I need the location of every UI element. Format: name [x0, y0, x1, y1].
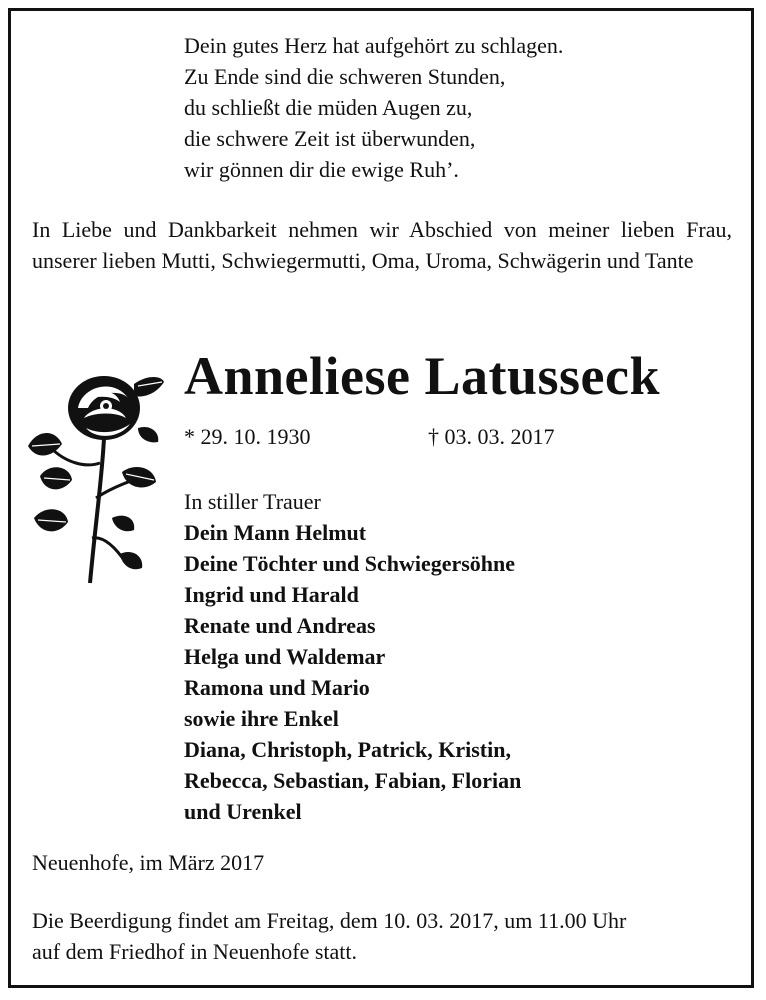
place-date: Neuenhofe, im März 2017: [32, 850, 265, 875]
poem-line: Dein gutes Herz hat aufgehört zu schlagen.: [184, 33, 564, 58]
poem: [184, 30, 563, 185]
mourner-line: Renate und Andreas: [184, 613, 376, 638]
mourner-line: Deine Töchter und Schwiegersöhne: [184, 551, 516, 576]
poem-line: die schwere Zeit ist überwunden,: [184, 126, 476, 151]
funeral-line: Die Beerdigung findet am Freitag, dem 10. 03. 2017, um 11.00 Uhr: [32, 908, 627, 933]
intro-text: In Liebe und Dankbarkeit nehmen wir Abschied von meiner lieben Frau, unserer lieben Mutti, Schwiegermutti, Oma, Uroma, Schwägerin und Tante: [32, 217, 732, 273]
mourners-list: [184, 486, 521, 827]
poem-line: Zu Ende sind die schweren Stunden,: [184, 64, 506, 89]
mourners-heading: In stiller Trauer: [184, 489, 321, 514]
mourner-line: sowie ihre Enkel: [184, 706, 339, 731]
mourner-line: Dein Mann Helmut: [184, 520, 367, 545]
mourner-line: Rebecca, Sebastian, Fabian, Florian: [184, 768, 522, 793]
birth-date: * 29. 10. 1930: [184, 424, 311, 449]
deceased-name: Anneliese Latusseck: [184, 346, 661, 406]
mourner-line: Diana, Christoph, Patrick, Kristin,: [184, 737, 511, 762]
mourner-line: Helga und Waldemar: [184, 644, 386, 669]
death-date: † 03. 03. 2017: [428, 424, 555, 449]
rose-icon: [26, 368, 166, 588]
funeral-notice: [32, 905, 626, 967]
mourner-line: Ingrid und Harald: [184, 582, 359, 607]
mourner-line: Ramona und Mario: [184, 675, 370, 700]
poem-line: du schließt die müden Augen zu,: [184, 95, 473, 120]
mourner-line: und Urenkel: [184, 799, 302, 824]
funeral-line: auf dem Friedhof in Neuenhofe statt.: [32, 939, 358, 964]
poem-line: wir gönnen dir die ewige Ruh’.: [184, 157, 459, 182]
